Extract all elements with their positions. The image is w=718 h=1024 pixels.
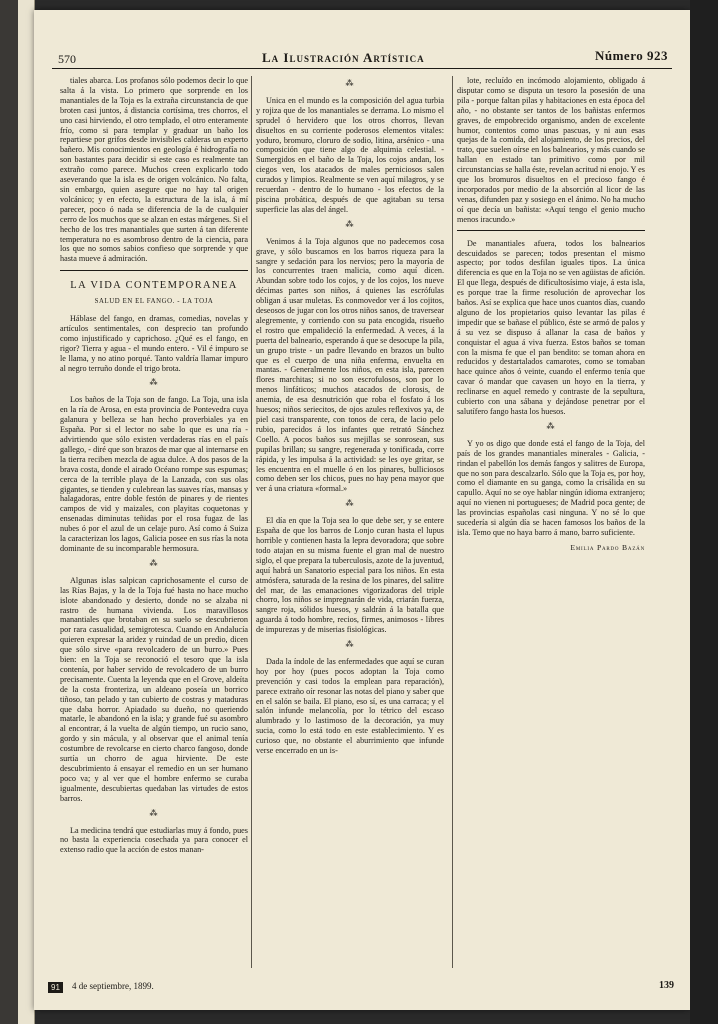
section-subtitle: SALUD EN EL FANGO. - LA TOJA	[94, 298, 214, 306]
col1-paragraph-1: Háblase del fango, en dramas, comedias, novelas y artículos sentimentales, con desprecio tan profundo como injustificado y caprichoso. ¿Qué es el fango, en rigor? Tierra y agua - el mundo entero. - Vil é impuro se le llama, y no atino porqué. Tanto valdría llamar impuro al negro terruño donde el trigo brota.	[60, 314, 248, 373]
section-divider	[60, 270, 248, 271]
col3-paragraph-3: Y yo os digo que donde está el fango de la Toja, del país de los grandes manantiales minerales - Galicia, - rindan el pabellón los demás fangos y salitres de Europa, que no son para descalzarlo. Sólo que la Toja es, por hoy, como el diamante en su ganga, como la crisálida en su capullo. Aquí no se oye hablar ningún idioma extranjero; aquí no vienen ni portugueses; de Madrid poca gente; de las provincias españolas casi ninguna. Y no sé lo que sucedería si algún día se hacen famosos los baños de la isla. Temo que no haya barro á mano, barro suficiente.	[457, 438, 645, 537]
asterism-separator: ⁂	[345, 79, 355, 88]
asterism-separator: ⁂	[149, 808, 159, 818]
col1-paragraph-2: Los baños de la Toja son de fango. La Toja, una isla en la ría de Arosa, en esta provincia de Pontevedra cuya galanura y belleza se han hecho proverbiales ya en España. Por si el lector no sabe lo que es una ría - advirtiendo que sólo existen verdaderas rías en el país gallego, - diré que son brazos de mar que al internarse en la tierra reciben mezcla de agua dulce. A dos pasos de la brava costa, donde el airado Océano rompe sus espumas; cerca de la terrible playa de la Lanzada, con sus olas gigantes, se tienden y culebrean las suaves rías, mansas y halagadoras, entre doble festón de pinares y de rientes campos de vid y maizales, con playitas coquetonas y ensenadas diminutas teñidas por el rosa fugaz de las nubes ó por el azul de un celaje puro. Así como á Suiza la caracterizan los lagos, Galicia posee en sus rías la nota dominante de su incomparable hermosura.	[60, 395, 248, 553]
archive-page-number: 139	[659, 980, 674, 991]
col2-paragraph-3: El día en que la Toja sea lo que debe ser, y se entere España de que los barros de Lonjo curan hasta el lupus horrible y contienen hasta la lepra devoradora; que sobre todo atajan en su misma fuente el gran mal de nuestro siglo, el que prepara la tuberculosis, azote de la juventud, aquí habrá un Sanatorio especial para los niños. En esta atmósfera, saturada de la resina de los pinares, del salitre del mar, de las emanaciones vigorizadoras del triple chorro, los niños se impregnarán de vida, criarán fuerza, sangre roja, sólidos huesos, y saldrán á la batalla que aguarda á todo hombre, recios, firmes, animosos - libres de impurezas y de miserias fisiológicas.	[256, 516, 444, 635]
col2-paragraph-2: Venimos á la Toja algunos que no padecemos cosa grave, y sólo buscamos en los barros riqueza para la sangre y sedación para los nervios; pero la mayoría de los concurrentes traen malicia, como aquí dicen. Abundan sobre todo los cojos, y de los cojos, los nueve décimas partes son niños, á quienes las escrófulas obligan á usar muletas. Es conmovedor ver á los cojitos, deseosos de jugar con los otros niños sanos, de traversear alegremente, y corriendo con su pata encogida, risueño el rostro que empalideció la enfermedad. A veces, á la puerta del balneario, esperando á que se desocupe la pila, un grupo triste - un padre llevando en brazos un bulto que es el cuerpo de una niña enferma, envuelta en mantas. - Generalmente los niños, en esta isla, parecen flores marchitas; si no son escrofulosos, son por lo menos linfáticos; muchos atacados de clorosis, de anemia, de esa desnutrición que roba el fosfato á los huesos; niños seriecitos, de ojos azules reflexivos ya, de piel casi transparente, con tonos de cera, de lacio pelo rubio, parecidos á los infantes que retrató Sánchez Coello. A pocos baños sus mejillas se sonrosean, sus pupilas brillan; su sangre, regenerada y tonificada, corre rápida, y les impulsa á la actividad: se les oye gritar, se les encuentra en el muelle ó en los pinares, bulliciosos como deben ser los chicos, pues no hay pena mayor que ver á una criatura «formal.»	[256, 236, 444, 494]
col3-paragraph-2: De manantiales afuera, todos los balnearios descuidados se parecen; todos presentan el mismo aspecto; por todos desfilan iguales tipos. La única diferencia es que en la Toja no se ven agüistas de afición. El que llega, después de dificultosísimo viaje, á esta isla, es porque trae la firme resolución de aprovechar los baños. Así se explica que hace unos cuantos días, cuando alguno de los propietarios quiso levantar las pilas é impedir que se bañase el público, éste se armó de palos y á su vez se dispuso á allanar la casa de baños y conquistar el agua á viva fuerza. Estos baños se toman con la misma fe que el pan bendito: se toman ahora en reducidos y destartalados camarotes, como se tomaban hace quince años ó veinte, cuando el enfermo tenía que cavar ó mandar que cavasen un hoyo en la tierra, y reclinarse en aquel remedo y contraste de la sepultura, cubierto con una sábana y dejándose penetrar por el salutífero fango hasta los huesos.	[457, 238, 645, 416]
column-rule-left	[251, 76, 252, 968]
author-signature: Emilia Pardo Bazán	[570, 542, 645, 552]
column-rule-right	[452, 76, 453, 968]
newspaper-page	[34, 10, 690, 1010]
col1-intro-paragraph: tiales abarca. Los profanos sólo podemos decir lo que salta á la vista. Lo primero que sorprende en los manantiales de la Toja es la extraña circunstancia de que broten casi juntos, á distancia cortísima, tres chorros, el uno casi hirviendo, el otro templado, el otro enteramente frío, como si para templar y graduar un baño los repartiese por grifos desde invisibles calderas un experto bañero. Mis conocimientos en geología é hidrografía no son bastantes para decidir si este caso es realmente tan extraño como parece. Muchos creen explicarlo todo aseverando que la isla es de origen volcánico. No falta, sin embargo, quien asegure que no hay tal origen volcánico; y en efecto, la estructura de la isla, á mí parecer, poco ó nada se diferencia de la de cualquier cerro de los muchos que se alzan en estas márgenes. Si el hecho de los tres manantiales que surten á tan diferente temperatura no es asombroso dentro de la ciencia, para los que no somos sabios confieso que sorprende y que hasta mueve á admiración.	[60, 76, 248, 264]
asterism-separator: ⁂	[149, 378, 159, 388]
publication-date: 4 de septiembre, 1899.	[72, 981, 154, 991]
issue-number: Número 923	[594, 48, 668, 63]
col3-paragraph-1: lote, recluído en incómodo alojamiento, obligado á disputar como se disputa un tesoro la posesión de una pila - porque faltan pilas y habitaciones en esta época del año, - no obstante ser tantos de los bañistas enfermos graves, de empobrecido organismo, anden de excelente humor, contentos como unas pascuas, y ni aun esas quejas de la comida, del alojamiento, de los precios, del trato, que suelen oírse en los balnearios, y más cuando se hallan en estado tan primitivo como por mil circunstancias se halla éste, revelan acritud ni enojo. Y es que los bromuros disueltos en el precioso fango é incorporados por medio de la absorción al licor de las venas, difunden paz y sosiego en el ánimo. No ha mucho oí que decía un bañista: «Aquí tengo el genio mucho menos iracundo.»	[457, 76, 645, 224]
column-3	[457, 76, 645, 553]
asterism-separator: ⁂	[345, 640, 355, 650]
asterism-separator: ⁂	[546, 421, 556, 431]
column-2	[256, 76, 444, 761]
page-number: 570	[58, 52, 76, 66]
right-background	[690, 0, 718, 1024]
col1-paragraph-3: Algunas islas salpican caprichosamente el curso de las Rías Bajas, y la de la Toja fué hasta no hace mucho islote abandonado y desierto, donde no se alzaba ni rastro de humana vivienda. Los maravillosos manantiales que brotaban en su suelo se descubrieron por rara casualidad, semigrotesca. Cuando en Andalucía quieren expresar la aridez y ruindad de un predio, dicen que sólo sirve «para revolcadero de un burro.» Pues bien: en la Toja se reconoció el tesoro que la isla contenía, por haber servido de revolcadero de un burro precisamente. Cuenta la leyenda que en el Grove, aldeíta de la costa fronteriza, un aldeano poseía un borrico tiñoso, tan pelado y tan cubierto de costras y mataduras que daba horror. Apiadado su dueño, no queriendo matarle, le abandonó en la isla; y grande fué su asombro al encontrar, á la vuelta de algún tiempo, un rucio sano, gordo y sin mácula, y al observar que el animal tenía costumbre de revolcarse en cierto charco fangoso, donde surtía un chorro de agua hirviente. De este descubrimiento á ensayar el remedio en un ser humano poco va; y al ver que el hombre enfermo se curaba igualmente, descubiertas quedaban las virtudes de estos barros.	[60, 575, 248, 803]
asterism-separator: ⁂	[149, 558, 159, 568]
asterism-separator: ⁂	[345, 499, 355, 509]
asterism-separator: ⁂	[345, 219, 355, 229]
col2-paragraph-4: Dada la índole de las enfermedades que aquí se curan hoy por hoy (pues pocos adoptan la Toja como prevención y casi todos la emplean para reparación), parece extraño oír resonar las notas del piano y saber que en el salón se baila. El piano, eso sí, es una carraca; y el salón infunde melancolía, por lo tétrico del escaso alumbrado y lo lastimoso de la decoración, ya muy sucia, como lo está todo en este establecimiento. Y es curioso que, no obstante el aburrimiento que infunde verse encerrado en un is-	[256, 656, 444, 756]
facing-page-edge	[18, 0, 35, 1024]
publication-title: La Ilustración Artística	[262, 50, 425, 65]
col1-paragraph-4: La medicina tendrá que estudiarlas muy á fondo, pues no basta la experiencia cosechada ya para conocer el extenso radio que la acción de estos manan-	[60, 825, 248, 855]
archive-badge: 91	[48, 982, 63, 993]
section-title: LA VIDA CONTEMPORANEA	[70, 280, 238, 292]
col3-divider	[457, 230, 645, 231]
archive-footer	[44, 980, 680, 1000]
page-header	[52, 44, 672, 69]
column-1	[60, 76, 248, 860]
col2-paragraph-1: Unica en el mundo es la composición del agua turbia y rojiza que de los manantiales se derrama. Lo mismo el sprudel ó hervidero que los otros chorros, llevan disueltos en su corriente poderosos elementos vitales: yoduro, bromuro, cloruro de sodio, litina, arsénico - una composición que tiene algo de alquimia celestial. - Sumergidos en el baño de la Toja, los cojos andan, los ciegos ven, los atacados de males perniciosos salen curados y limpios. Realmente se ven aquí milagros, y se recuerdan - dentro de lo humano - los efectos de la piscina probática, después de que agitaban su tersa superficie las alas del ángel.	[256, 95, 444, 214]
